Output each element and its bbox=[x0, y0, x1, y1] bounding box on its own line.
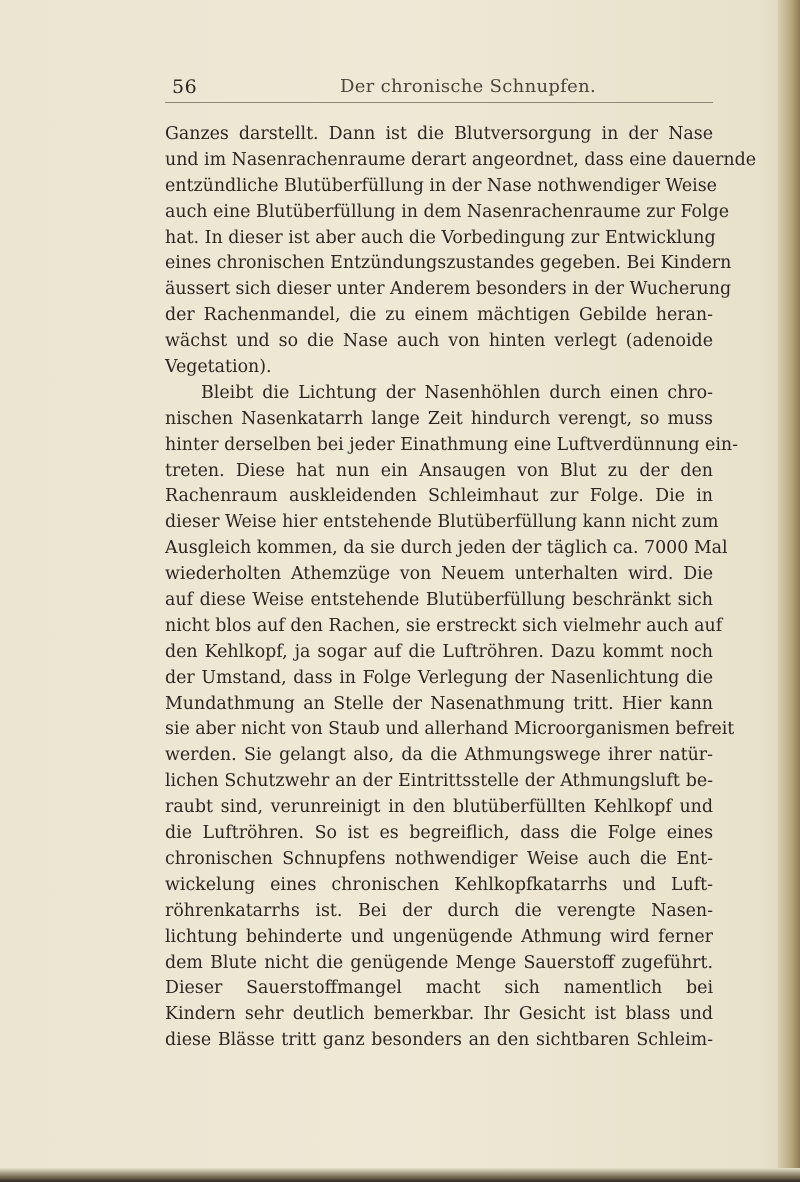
header-rule bbox=[165, 102, 713, 103]
text-line: äussert sich dieser unter Anderem besonders in der Wucherung bbox=[165, 279, 732, 300]
text-line: sie aber nicht von Staub und allerhand Microorganismen befreit bbox=[165, 719, 735, 740]
text-line: auf diese Weise entstehende Blutüberfüllung beschränkt sich bbox=[165, 590, 713, 611]
text-line: der Umstand, dass in Folge Verlegung der Nasenlichtung die bbox=[165, 667, 713, 688]
running-head: Der chronische Schnupfen. bbox=[340, 76, 597, 97]
text-line: die Luftröhren. So ist es begreiflich, dass die Folge eines bbox=[165, 823, 713, 844]
text-line: werden. Sie gelangt also, da die Athmungswege ihrer natür- bbox=[165, 745, 713, 766]
text-line: raubt sind, verunreinigt in den blutüberfüllten Kehlkopf und bbox=[165, 797, 713, 818]
page-binding-edge bbox=[778, 0, 800, 1182]
page-header bbox=[160, 74, 720, 104]
text-line: Mundathmung an Stelle der Nasenathmung tritt. Hier kann bbox=[165, 693, 713, 714]
text-line: Ganzes darstellt. Dann ist die Blutversorgung in der Nase bbox=[165, 124, 713, 144]
text-line: entzündliche Blutüberfüllung in der Nase nothwendiger Weise bbox=[165, 175, 717, 196]
text-line: Kindern sehr deutlich bemerkbar. Ihr Gesicht ist blass und bbox=[165, 1004, 713, 1025]
text-line: und im Nasenrachenraume derart angeordnet, dass eine dauernde bbox=[165, 149, 757, 170]
text-line: dieser Weise hier entstehende Blutüberfüllung kann nicht zum bbox=[165, 512, 719, 533]
text-line: hat. In dieser ist aber auch die Vorbedingung zur Entwicklung bbox=[165, 227, 716, 248]
text-line: wickelung eines chronischen Kehlkopfkatarrhs und Luft- bbox=[165, 874, 713, 895]
text-line: diese Blässe tritt ganz besonders an den sichtbaren Schleim- bbox=[165, 1030, 713, 1051]
text-line: lichen Schutzwehr an der Eintrittsstelle der Athmungsluft be- bbox=[165, 771, 713, 792]
text-line: nischen Nasenkatarrh lange Zeit hindurch verengt, so muss bbox=[165, 408, 713, 429]
text-line: dem Blute nicht die genügende Menge Sauerstoff zugeführt. bbox=[165, 952, 713, 973]
text-line: eines chronischen Entzündungszustandes gegeben. Bei Kindern bbox=[165, 253, 732, 274]
text-line: Dieser Sauerstoffmangel macht sich namentlich bei bbox=[165, 978, 713, 999]
page-number: 56 bbox=[172, 76, 198, 98]
text-line: den Kehlkopf, ja sogar auf die Luftröhren. Dazu kommt noch bbox=[165, 641, 713, 662]
page-bottom-edge bbox=[0, 1168, 800, 1182]
text-line: hinter derselben bei jeder Einathmung eine Luftverdünnung ein- bbox=[165, 434, 738, 455]
text-line: lichtung behinderte und ungenügende Athmung wird ferner bbox=[165, 926, 713, 947]
text-line: wächst und so die Nase auch von hinten verlegt (adenoide bbox=[165, 331, 713, 352]
text-line: nicht blos auf den Rachen, sie erstreckt sich vielmehr auch auf bbox=[165, 615, 723, 636]
text-line: Bleibt die Lichtung der Nasenhöhlen durch einen chro- bbox=[201, 382, 713, 403]
text-line: treten. Diese hat nun ein Ansaugen von Blut zu der den bbox=[165, 460, 713, 481]
text-line: der Rachenmandel, die zu einem mächtigen Gebilde heran- bbox=[165, 305, 713, 326]
text-line: chronischen Schnupfens nothwendiger Weise auch die Ent- bbox=[165, 848, 713, 869]
text-line: auch eine Blutüberfüllung in dem Nasenrachenraume zur Folge bbox=[165, 201, 730, 222]
text-line: Rachenraum auskleidenden Schleimhaut zur Folge. Die in bbox=[165, 486, 713, 507]
text-line: Ausgleich kommen, da sie durch jeden der täglich ca. 7000 Mal bbox=[165, 538, 728, 559]
text-line: wiederholten Athemzüge von Neuem unterhalten wird. Die bbox=[165, 564, 713, 585]
body-text bbox=[165, 122, 757, 1054]
text-line: Vegetation). bbox=[165, 357, 272, 378]
text-line: röhrenkatarrhs ist. Bei der durch die verengte Nasen- bbox=[165, 900, 713, 921]
